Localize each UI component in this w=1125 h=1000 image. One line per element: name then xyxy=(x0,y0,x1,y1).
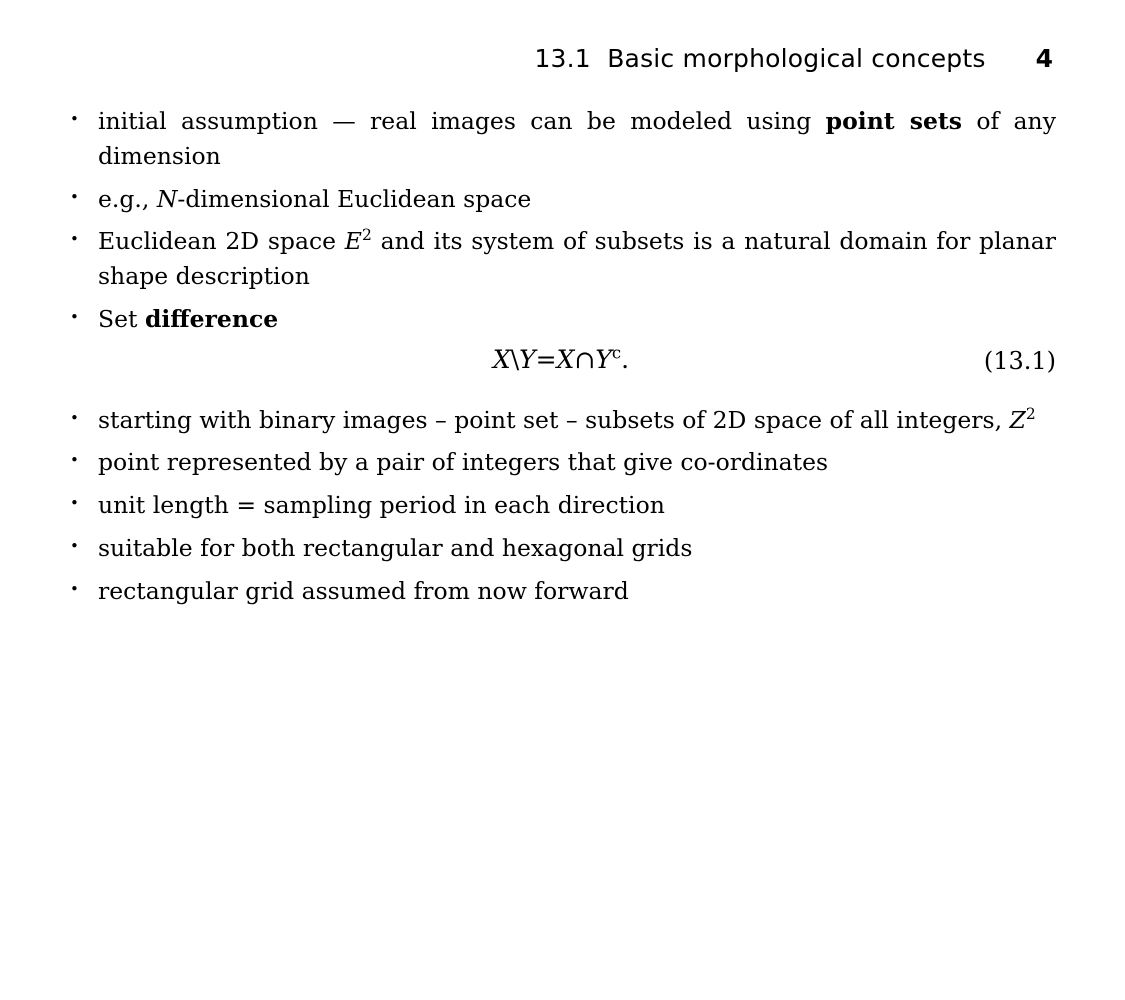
list-item-text xyxy=(98,403,1056,438)
eq-intersection-symbol: ∩ xyxy=(574,344,596,374)
bullet-list xyxy=(66,104,1056,616)
math-exponent: 2 xyxy=(1025,404,1036,423)
text-segment: Set xyxy=(98,304,138,333)
list-item xyxy=(66,182,1056,217)
text-segment-bold: point sets xyxy=(825,107,962,135)
math-symbol-euclidean-space: E xyxy=(344,227,362,256)
bullet-marker-icon: • xyxy=(70,536,79,555)
page-title: 13.1 Basic morphological concepts xyxy=(534,44,986,73)
list-item-text: suitable for both rectangular and hexagonal grids xyxy=(98,533,693,562)
math-symbol-integer-space: Z xyxy=(1009,405,1026,434)
bullet-marker-icon: • xyxy=(70,451,79,470)
bullet-marker-icon: • xyxy=(70,408,79,427)
list-item xyxy=(66,574,1056,609)
bullet-marker-icon: • xyxy=(70,494,79,513)
list-item xyxy=(66,403,1056,438)
bullet-marker-icon: • xyxy=(70,110,79,128)
text-segment: initial assumption — real images can be modeled using xyxy=(98,107,812,135)
math-exponent: 2 xyxy=(361,226,372,245)
text-segment: -dimensional Euclidean space xyxy=(177,184,532,213)
text-segment: Euclidean 2D space xyxy=(98,227,337,256)
text-segment: e.g., xyxy=(98,184,150,213)
eq-equals-symbol: = xyxy=(535,344,557,374)
list-item-text: unit length = sampling period in each direction xyxy=(98,491,665,520)
eq-lhs-y: Y xyxy=(519,344,536,374)
text-segment: starting with binary images – point set – subsets of 2D space of all integers, xyxy=(98,405,1003,434)
eq-lhs-x: X xyxy=(492,344,511,374)
equation-number: (13.1) xyxy=(983,346,1056,375)
equation-formula xyxy=(66,345,1056,374)
math-variable-n: N xyxy=(156,184,178,213)
list-item xyxy=(66,104,1056,174)
list-item-text xyxy=(98,104,1056,174)
list-item-text: rectangular grid assumed from now forward xyxy=(98,576,629,605)
eq-setminus-symbol: \ xyxy=(510,344,520,374)
list-item-text xyxy=(98,224,1056,294)
bullet-marker-icon: • xyxy=(70,307,79,326)
bullet-marker-icon: • xyxy=(70,579,79,598)
eq-complement-exponent: c xyxy=(611,343,622,363)
bullet-marker-icon: • xyxy=(70,187,79,206)
list-item xyxy=(66,445,1056,480)
text-segment: of any dimension xyxy=(98,107,1056,170)
list-item-text xyxy=(98,302,1056,337)
eq-rhs-x: X xyxy=(556,344,575,374)
list-item-text: point represented by a pair of integers that give co-ordinates xyxy=(98,448,829,477)
text-segment-bold: difference xyxy=(144,304,279,333)
text-segment: and its system of subsets is a natural domain for planar shape description xyxy=(98,227,1056,291)
slide-header xyxy=(0,44,1125,73)
list-item xyxy=(66,224,1056,294)
equation-block xyxy=(66,345,1056,393)
list-item-text xyxy=(98,182,1056,217)
list-item xyxy=(66,531,1056,566)
eq-period: . xyxy=(621,344,630,374)
list-item xyxy=(66,302,1056,337)
list-item xyxy=(66,488,1056,523)
eq-rhs-y: Y xyxy=(595,344,612,374)
page-number: 4 xyxy=(1035,44,1053,73)
bullet-marker-icon: • xyxy=(70,230,79,249)
